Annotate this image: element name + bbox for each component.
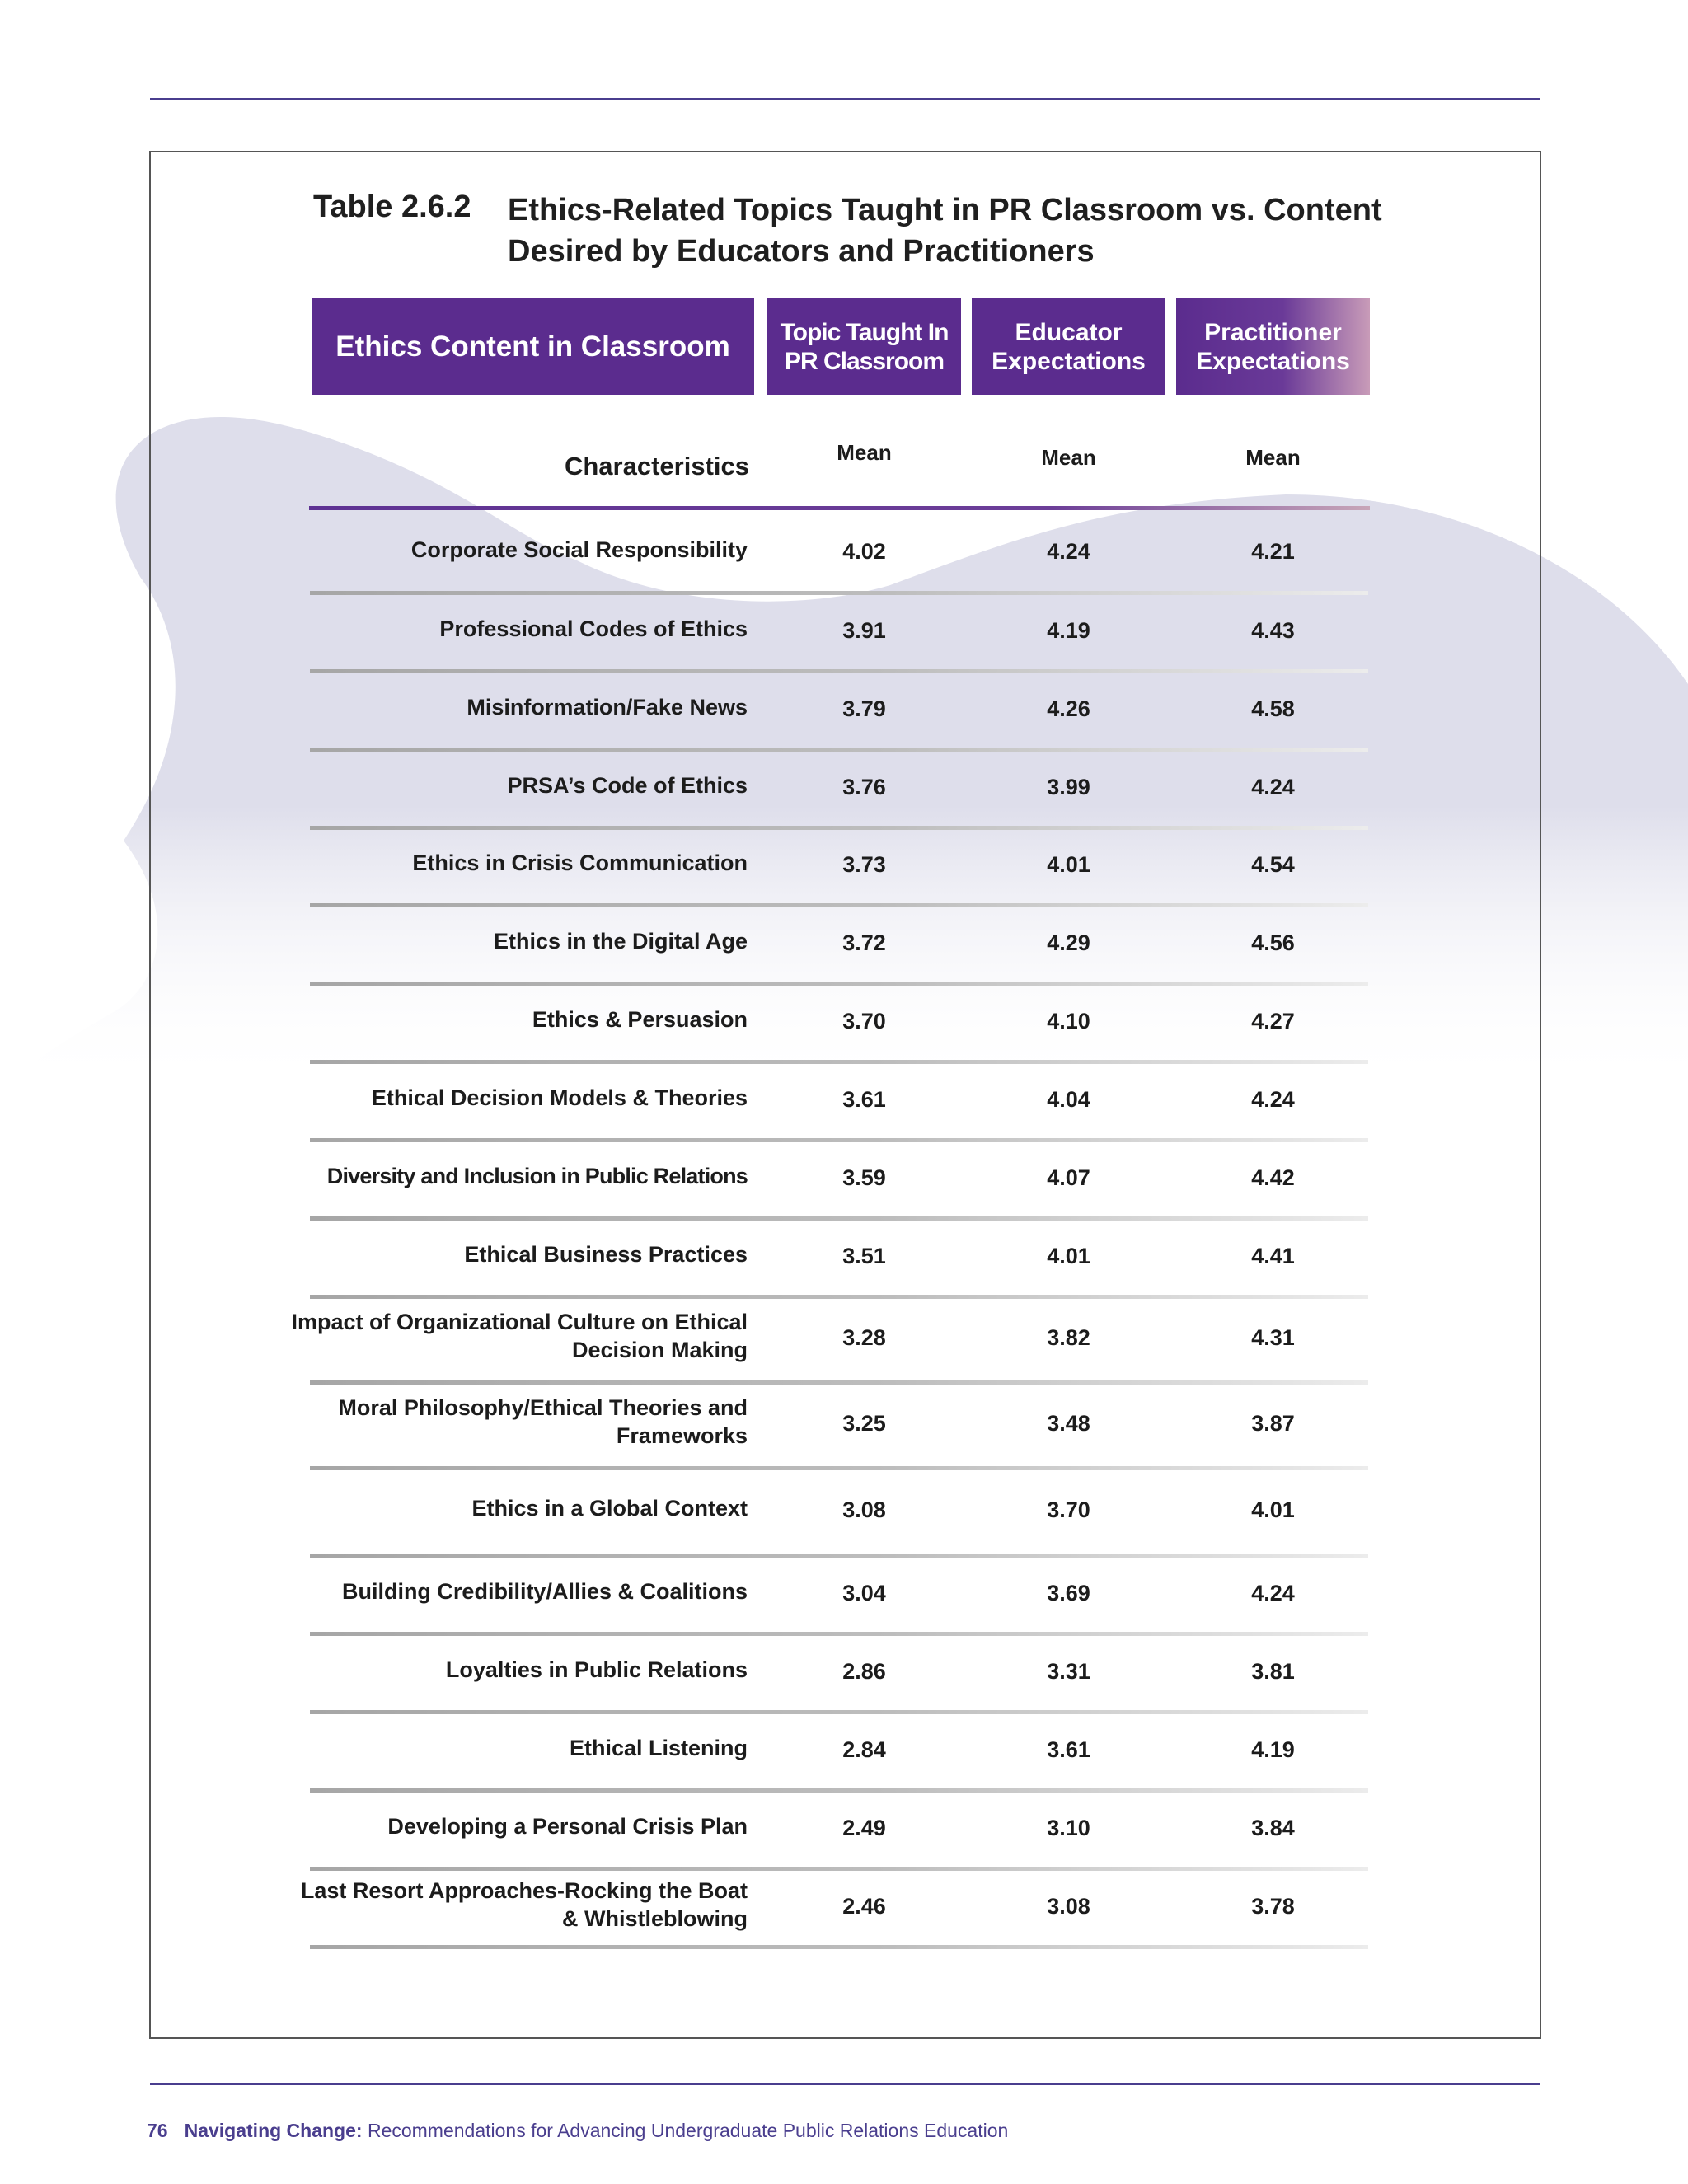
cell-taught: 2.86 — [842, 1658, 886, 1684]
cell-practitioner: 4.43 — [1251, 617, 1295, 643]
subheader-mean-practitioner: Mean — [1245, 445, 1301, 470]
row-label: Corporate Social Responsibility — [410, 537, 748, 562]
cell-educator: 4.26 — [1047, 696, 1090, 721]
row-label: Ethical Listening — [569, 1735, 748, 1760]
cell-educator: 3.99 — [1047, 774, 1090, 799]
row-label: Moral Philosophy/Ethical Theories and Frameworks — [338, 1395, 748, 1448]
footer-brand: Navigating Change: — [184, 2120, 363, 2141]
row-separator — [310, 982, 1368, 986]
cell-taught: 2.49 — [842, 1815, 886, 1840]
row-label: Last Resort Approaches-Rocking the Boat & Whistleblowing — [300, 1877, 748, 1931]
row-separator — [310, 1945, 1368, 1949]
row-separator — [310, 591, 1368, 595]
row-label: Building Credibility/Allies & Coalitions — [341, 1578, 748, 1604]
cell-educator: 4.29 — [1047, 930, 1090, 955]
cell-taught: 3.72 — [842, 930, 886, 955]
cell-practitioner: 4.58 — [1251, 696, 1295, 721]
row-label: Loyalties in Public Relations — [445, 1657, 748, 1682]
cell-practitioner: 4.54 — [1251, 852, 1295, 877]
table-number: Table 2.6.2 — [313, 190, 471, 224]
cell-practitioner: 4.24 — [1251, 1086, 1295, 1112]
row-separator — [310, 1788, 1368, 1793]
row-label: Developing a Personal Crisis Plan — [387, 1813, 748, 1839]
cell-practitioner: 4.27 — [1251, 1008, 1295, 1033]
row-label: Professional Codes of Ethics — [439, 616, 748, 641]
cell-taught: 3.59 — [842, 1165, 886, 1190]
footer-subtitle: Recommendations for Advancing Undergraduate Public Relations Education — [367, 2120, 1009, 2141]
cell-taught: 3.91 — [842, 617, 886, 643]
cell-taught: 3.51 — [842, 1243, 886, 1268]
cell-practitioner: 4.31 — [1251, 1325, 1295, 1350]
page-number: 76 — [147, 2120, 168, 2141]
cell-taught: 3.73 — [842, 852, 886, 877]
row-separator — [310, 748, 1368, 752]
row-label: Ethics in a Global Context — [471, 1496, 748, 1521]
cell-educator: 4.01 — [1047, 852, 1090, 877]
cell-practitioner: 4.24 — [1251, 774, 1295, 799]
row-separator — [310, 1295, 1368, 1299]
row-separator — [310, 669, 1368, 673]
cell-practitioner: 4.42 — [1251, 1165, 1295, 1190]
cell-taught: 3.28 — [842, 1325, 886, 1350]
cell-practitioner: 3.78 — [1251, 1893, 1295, 1919]
row-label: Ethics in Crisis Communication — [412, 851, 748, 875]
cell-practitioner: 4.56 — [1251, 930, 1295, 955]
header-topic-taught: Topic Taught In PR Classroom — [767, 298, 961, 395]
row-separator — [310, 826, 1368, 830]
row-label: Ethics & Persuasion — [532, 1006, 748, 1032]
cell-taught: 3.79 — [842, 696, 886, 721]
cell-taught: 3.70 — [842, 1008, 886, 1033]
cell-educator: 4.10 — [1047, 1008, 1090, 1033]
row-label: Ethics in the Digital Age — [493, 928, 748, 954]
row-separator — [310, 1466, 1368, 1470]
row-label: Ethical Business Practices — [464, 1241, 748, 1267]
cell-taught: 3.04 — [842, 1580, 886, 1605]
cell-educator: 3.10 — [1047, 1815, 1090, 1840]
cell-educator: 4.04 — [1047, 1086, 1090, 1112]
cell-educator: 3.61 — [1047, 1736, 1090, 1762]
cell-practitioner: 4.01 — [1251, 1497, 1295, 1522]
row-label: Ethical Decision Models & Theories — [371, 1085, 748, 1110]
cell-taught: 3.08 — [842, 1497, 886, 1522]
cell-educator: 4.24 — [1047, 538, 1090, 564]
table-title: Ethics-Related Topics Taught in PR Classroom vs. Content Desired by Educators and Practitioners — [508, 193, 1382, 269]
row-separator — [310, 1632, 1368, 1636]
header-educator-expectations: Educator Expectations — [972, 298, 1165, 395]
row-separator — [310, 1554, 1368, 1558]
cell-practitioner: 3.87 — [1251, 1411, 1295, 1436]
cell-educator: 3.48 — [1047, 1411, 1090, 1436]
cell-educator: 3.82 — [1047, 1325, 1090, 1350]
subheader-mean-educator: Mean — [1041, 445, 1096, 470]
cell-taught: 3.76 — [842, 774, 886, 799]
cell-taught: 2.84 — [842, 1736, 886, 1762]
cell-educator: 3.70 — [1047, 1497, 1090, 1522]
cell-educator: 4.01 — [1047, 1243, 1090, 1268]
cell-practitioner: 4.19 — [1251, 1736, 1295, 1762]
cell-taught: 3.61 — [842, 1086, 886, 1112]
row-separator — [310, 1216, 1368, 1221]
cell-practitioner: 4.24 — [1251, 1580, 1295, 1605]
row-label: PRSA’s Code of Ethics — [507, 772, 748, 798]
cell-educator: 4.19 — [1047, 617, 1090, 643]
cell-practitioner: 4.41 — [1251, 1243, 1295, 1268]
subheader-characteristics: Characteristics — [564, 452, 749, 480]
row-separator — [310, 1710, 1368, 1714]
cell-taught: 3.25 — [842, 1411, 886, 1436]
cell-educator: 3.69 — [1047, 1580, 1090, 1605]
row-label: Misinformation/Fake News — [467, 694, 748, 719]
page-footer — [147, 2120, 1008, 2142]
header-practitioner-expectations: Practitioner Expectations — [1176, 298, 1370, 395]
subheader-mean-taught: Mean — [837, 440, 892, 465]
row-separator — [310, 1867, 1368, 1871]
cell-taught: 2.46 — [842, 1893, 886, 1919]
cell-educator: 3.31 — [1047, 1658, 1090, 1684]
cell-educator: 4.07 — [1047, 1165, 1090, 1190]
row-label: Diversity and Inclusion in Public Relations — [326, 1163, 748, 1188]
header-ethics-content: Ethics Content in Classroom — [312, 298, 754, 395]
row-separator — [310, 1138, 1368, 1142]
cell-practitioner: 3.81 — [1251, 1658, 1295, 1684]
cell-educator: 3.08 — [1047, 1893, 1090, 1919]
row-separator — [310, 1380, 1368, 1385]
cell-taught: 4.02 — [842, 538, 886, 564]
row-label: Impact of Organizational Culture on Ethical Decision Making — [291, 1310, 748, 1362]
cell-practitioner: 4.21 — [1251, 538, 1295, 564]
row-separator — [310, 1060, 1368, 1064]
row-separator — [310, 903, 1368, 907]
cell-practitioner: 3.84 — [1251, 1815, 1295, 1840]
